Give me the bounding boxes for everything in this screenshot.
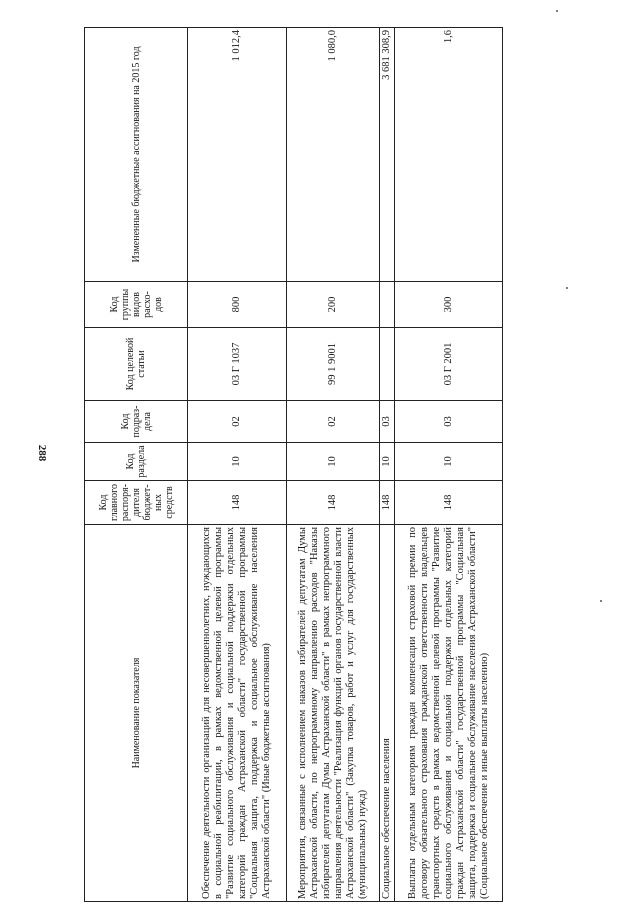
scan-speck <box>566 287 568 289</box>
header-subsection: Код подраз- дела <box>85 401 188 443</box>
row-target <box>380 328 395 401</box>
scan-speck <box>600 600 602 602</box>
row-amount: 1 080,0 <box>287 28 380 282</box>
row-exp-group: 800 <box>188 282 287 328</box>
row-target: 99 1 9001 <box>287 328 380 401</box>
row-target: 03 Г 2001 <box>395 328 503 401</box>
table-header-row <box>85 28 188 902</box>
row-name: Социальное обеспечение населения <box>380 525 395 902</box>
row-name: Выплаты отдельным категориям граждан компенсации страховой премии по договору обязательного страхования гражданской ответственности владельцев транспортных средств в рамках ведомственной целевой программы "Развитие социального обслуживания и социальной поддержки отдельных категорий граждан Астраханской области" государственной программы "Социальная защита, поддержка и социальное обслуживание населения Астраханской области" (Социальное обеспечение и иные выплаты населению) <box>395 525 503 902</box>
table-row <box>287 28 380 902</box>
row-subsection: 03 <box>380 401 395 443</box>
row-exp-group: 300 <box>395 282 503 328</box>
header-target: Код целевой статьи <box>85 328 188 401</box>
row-section: 10 <box>380 443 395 481</box>
header-exp-group: Код группы видов расхо- дов <box>85 282 188 328</box>
row-main-admin: 148 <box>188 481 287 525</box>
row-exp-group <box>380 282 395 328</box>
row-subsection: 02 <box>287 401 380 443</box>
scan-speck <box>556 10 558 12</box>
row-main-admin: 148 <box>380 481 395 525</box>
row-section: 10 <box>188 443 287 481</box>
row-exp-group: 200 <box>287 282 380 328</box>
row-amount: 1,6 <box>395 28 503 282</box>
header-section: Код раздела <box>85 443 188 481</box>
header-name: Наименование показателя <box>85 525 188 902</box>
table-row <box>380 28 395 902</box>
row-main-admin: 148 <box>287 481 380 525</box>
row-target: 03 Г 1037 <box>188 328 287 401</box>
row-section: 10 <box>395 443 503 481</box>
table-row <box>188 28 287 902</box>
row-name: Обеспечение деятельности организаций для несовершеннолетних, нуждающихся в социальной реабилитации, в рамках ведомственной целевой программы "Развитие социального обслуживания и социальной поддержки отдельных категорий граждан Астраханской области" государственной программы "Социальная защита, поддержка и социальное обслуживание населения Астраханской области" (Иные бюджетные ассигнования) <box>188 525 287 902</box>
row-amount: 1 012,4 <box>188 28 287 282</box>
row-subsection: 02 <box>188 401 287 443</box>
page-number: 288 <box>36 444 48 462</box>
table-row <box>395 28 503 902</box>
budget-table-frame <box>84 28 490 902</box>
row-amount: 3 681 308,9 <box>380 28 395 282</box>
row-main-admin: 148 <box>395 481 503 525</box>
header-main-admin: Код главного распоря- дителя бюджет- ных средств <box>85 481 188 525</box>
row-section: 10 <box>287 443 380 481</box>
row-name: Мероприятия, связанные с исполнением наказов избирателей депутатам Думы Астраханской области, по непрограммному направлению расходов "Наказы избирателей депутатам Думы Астраханской области" в рамках непрограммного направления деятельности "Реализация функций органов государственной власти Астраханской области" (Закупка товаров, работ и услуг для государственных (муниципальных) нужд) <box>287 525 380 902</box>
header-amount: Измененные бюджетные ассигнования на 2015 год <box>85 28 188 282</box>
budget-table <box>84 27 503 902</box>
row-subsection: 03 <box>395 401 503 443</box>
